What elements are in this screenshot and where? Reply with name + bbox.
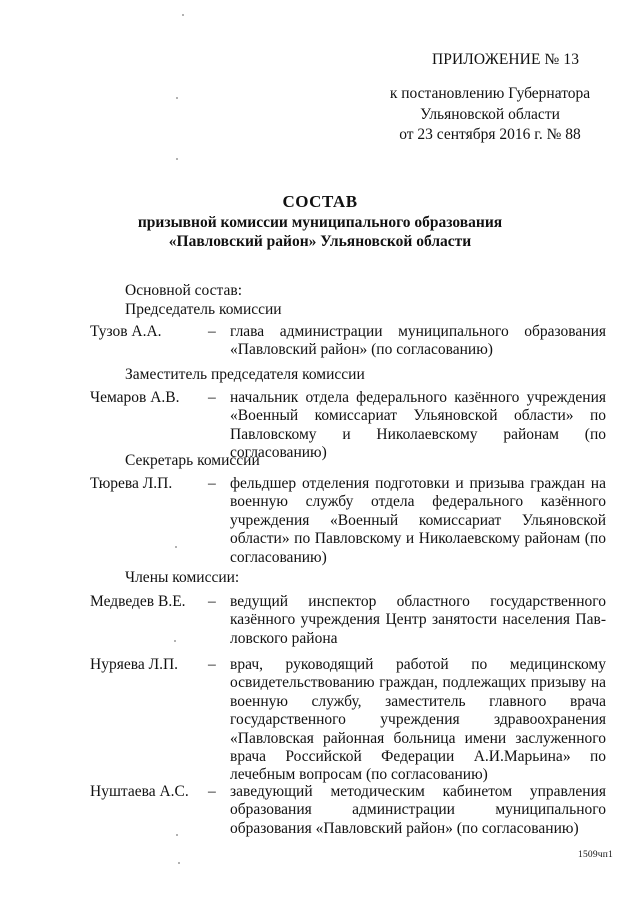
decree-reference-line-3: от 23 сентября 2016 г. № 88 xyxy=(399,126,581,143)
member-name: Нуштаева А.С. xyxy=(90,783,189,800)
member-name: Тюрева Л.П. xyxy=(90,475,173,492)
decree-reference-line-1: к постановлению Губернатора xyxy=(389,85,591,102)
section-chair: Председатель комиссии xyxy=(125,301,282,318)
subtitle-line-2: «Павловский район» Ульяновской области xyxy=(168,233,472,250)
section-members: Члены комиссии: xyxy=(125,569,240,586)
decree-reference-line-2: Ульяновской области xyxy=(420,105,560,123)
member-position: глава администрации муниципального образования «Павловский район» (по согласованию) xyxy=(230,323,606,359)
member-name: Медведев В.Е. xyxy=(90,593,186,610)
member-name: Чемаров А.В. xyxy=(90,389,180,406)
member-position: ведущий инспектор областного государственного казённого учреждения Центр занятости населения Павловского района xyxy=(230,593,606,647)
member-position: фельдшер отделения подготовки и призыва граждан на военную службу отдела федерального казённого учреждения «Военный комиссариат Ульяновской области» по Павловскому и Николаевскому районам (по согласованию) xyxy=(230,475,606,566)
section-secretary: Секретарь комиссии xyxy=(125,452,260,469)
member-position: начальник отдела федерального казённого учреждения «Военный комиссариат Ульяновской области» по Павловскому и Николаевскому районам (по согласованию) xyxy=(230,389,606,462)
document-code: 1509чп1 xyxy=(578,850,614,860)
scan-speck xyxy=(176,834,178,836)
scan-speck xyxy=(178,862,180,864)
member-dash: – xyxy=(208,323,216,340)
member-position: врач, руководящий работой по медицинскому освидетельствованию граждан, подлежащих призыву на военную службу, заместитель главного врача государственного учреждения здравоохранения «Павловская районная больница имени заслуженного врача Российской Федерации А.И.Марьина» по лечебным вопросам (по согласованию) xyxy=(230,656,606,784)
member-dash: – xyxy=(208,783,216,800)
appendix-number: ПРИЛОЖЕНИЕ № 13 xyxy=(432,51,580,68)
scan-speck xyxy=(176,158,178,160)
subtitle-line-1: призывной комиссии муниципального образования xyxy=(137,214,503,231)
section-deputy-chair: Заместитель председателя комиссии xyxy=(125,366,365,383)
document-subtitle xyxy=(0,213,640,251)
decree-reference xyxy=(370,84,610,146)
member-name: Нуряева Л.П. xyxy=(90,656,179,673)
scan-speck xyxy=(176,97,178,99)
scan-speck xyxy=(182,14,184,16)
section-main-composition: Основной состав: xyxy=(125,282,243,299)
member-dash: – xyxy=(208,656,216,673)
scan-speck xyxy=(175,546,177,548)
member-position: заведующий методическим кабинетом управления образования администрации муниципального образования «Павловский район» (по согласованию) xyxy=(230,783,606,837)
scan-speck xyxy=(174,640,176,642)
member-dash: – xyxy=(208,593,216,610)
document-title: СОСТАВ xyxy=(282,192,358,211)
member-dash: – xyxy=(208,389,216,406)
member-name: Тузов А.А. xyxy=(90,323,162,340)
member-dash: – xyxy=(208,475,216,492)
